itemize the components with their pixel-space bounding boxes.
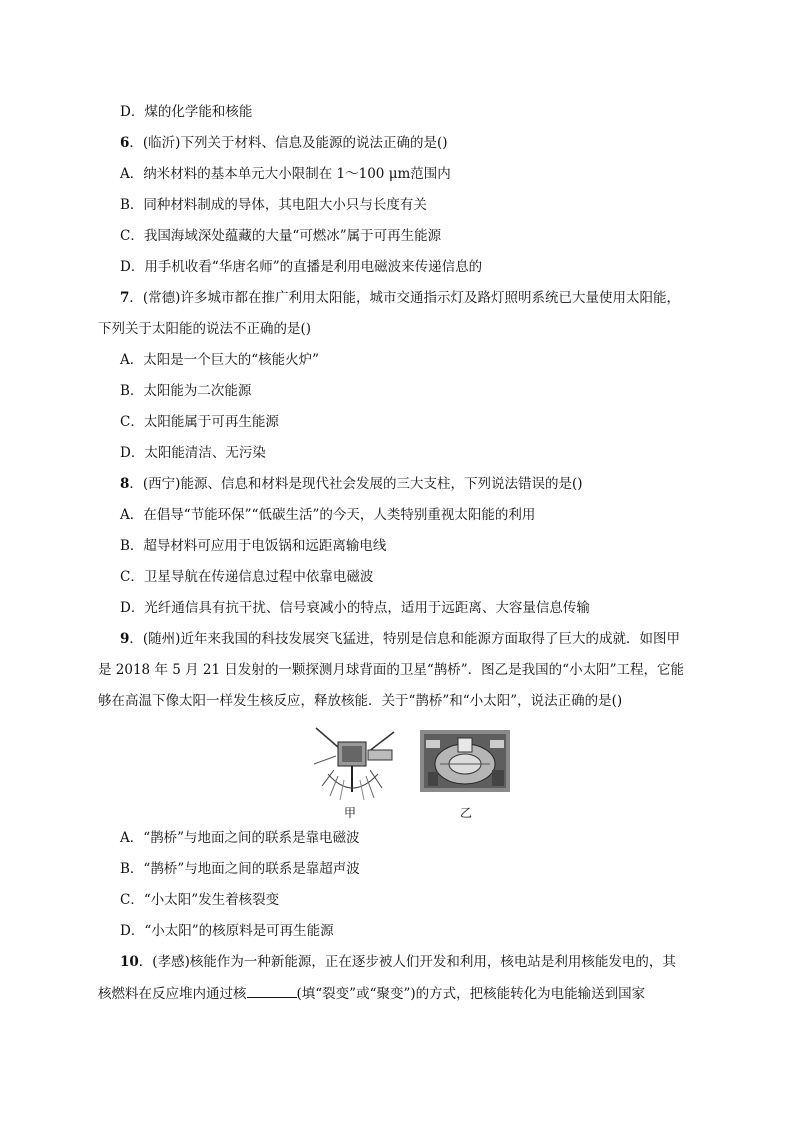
- question-9: [120, 629, 680, 649]
- question-text: ．(常德)许多城市都在推广利用太阳能，城市交通指示灯及路灯照明系统已大量使用太阳能，: [129, 290, 680, 306]
- q6-option-d: D．用手机收看“华唐名师”的直播是利用电磁波来传递信息的: [120, 259, 483, 275]
- satellite-figure: [308, 724, 398, 802]
- question-number: 10: [120, 954, 139, 970]
- q9-option-c: C．“小太阳”发生着核裂变: [120, 892, 280, 908]
- question-text: ．(西宁)能源、信息和材料是现代社会发展的三大支柱，下列说法错误的是(): [129, 476, 583, 492]
- q8-option-d: D．光纤通信具有抗干扰、信号衰减小的特点，适用于远距离、大容量信息传输: [120, 600, 590, 616]
- question-7: [120, 288, 680, 308]
- question-number: 7: [120, 290, 130, 306]
- question-6: [120, 133, 447, 153]
- q5-option-d: D．煤的化学能和核能: [120, 104, 253, 120]
- question-number: 6: [120, 135, 130, 151]
- q6-option-c: C．我国海域深处蕴藏的大量“可燃冰”属于可再生能源: [120, 228, 442, 244]
- question-text-part: 核燃料在反应堆内通过核: [98, 986, 247, 1002]
- q6-option-a: A．纳米材料的基本单元大小限制在 1～100 μm范围内: [120, 166, 451, 182]
- question-10-continued: [98, 983, 645, 1004]
- q7-option-b: B．太阳能为二次能源: [120, 383, 252, 399]
- tokamak-figure: [420, 730, 510, 792]
- figure-caption-jia: 甲: [344, 806, 357, 820]
- q8-option-a: A．在倡导“节能环保”“低碳生活”的今天，人类特别重视太阳能的利用: [120, 507, 536, 523]
- question-number: 9: [120, 631, 130, 647]
- question-text: ．(随州)近年来我国的科技发展突飞猛进，特别是信息和能源方面取得了巨大的成就．如图甲: [129, 631, 680, 647]
- q8-option-c: C．卫星导航在传递信息过程中依靠电磁波: [120, 569, 374, 585]
- q9-option-b: B．“鹊桥”与地面之间的联系是靠超声波: [120, 861, 360, 877]
- question-8: [120, 474, 582, 494]
- question-text-part: (填“裂变”或“聚变”)的方式，把核能转化为电能输送到国家: [296, 986, 646, 1002]
- q8-option-b: B．超导材料可应用于电饭锅和远距离输电线: [120, 538, 387, 554]
- q7-option-a: A．太阳是一个巨大的“核能火炉”: [120, 352, 320, 368]
- question-10: [120, 952, 676, 972]
- q9-option-a: A．“鹊桥”与地面之间的联系是靠电磁波: [120, 830, 360, 846]
- q9-option-d: D．“小太阳”的核原料是可再生能源: [120, 923, 334, 939]
- q7-option-d: D．太阳能清洁、无污染: [120, 445, 266, 461]
- q7-option-c: C．太阳能属于可再生能源: [120, 414, 279, 430]
- question-number: 8: [120, 476, 130, 492]
- answer-blank[interactable]: [247, 983, 297, 998]
- question-text: ．(孝感)核能作为一种新能源，正在逐步被人们开发和利用，核电站是利用核能发电的，其: [138, 954, 676, 970]
- q6-option-b: B．同种材料制成的导体，其电阻大小只与长度有关: [120, 197, 427, 213]
- figure-caption-yi: 乙: [460, 806, 473, 820]
- question-9-continued-1: 是 2018 年 5 月 21 日发射的一颗探测月球背面的卫星“鹊桥”．图乙是我国的“小太阳”工程，它能: [98, 662, 684, 678]
- question-9-figures: [308, 724, 508, 819]
- question-7-continued: 下列关于太阳能的说法不正确的是(): [98, 321, 312, 337]
- question-text: ．(临沂)下列关于材料、信息及能源的说法正确的是(): [129, 135, 448, 151]
- question-9-continued-2: 够在高温下像太阳一样发生核反应，释放核能．关于“鹊桥”和“小太阳”，说法正确的是(): [98, 693, 623, 709]
